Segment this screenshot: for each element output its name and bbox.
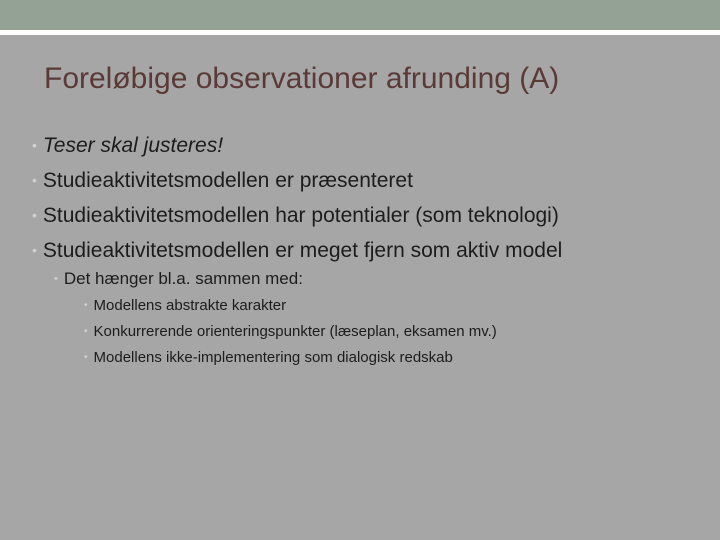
bullet-text: Konkurrerende orienteringspunkter (læseplan, eksamen mv.) — [93, 323, 497, 340]
header-band — [0, 0, 720, 30]
bullet-item — [32, 235, 700, 270]
sub-sub-bullet-item — [32, 346, 700, 372]
bullet-text: Studieaktivitetsmodellen har potentialer (som teknologi) — [42, 204, 559, 227]
sub-sub-bullet-item — [32, 320, 700, 346]
bullet-text: Studieaktivitetsmodellen er meget fjern som aktiv model — [42, 239, 563, 262]
sub-sub-bullet-item — [32, 294, 700, 320]
bullet-item — [32, 130, 700, 165]
bullet-icon: • — [32, 137, 37, 153]
bullet-text: Teser skal justeres! — [42, 134, 224, 157]
bullet-text: Det hænger bl.a. sammen med: — [63, 269, 303, 288]
bullet-icon: • — [84, 352, 88, 363]
bullet-icon: • — [32, 207, 37, 223]
bullet-list — [32, 130, 700, 372]
slide-title: Foreløbige observationer afrunding (A) — [44, 62, 560, 95]
bullet-icon: • — [84, 326, 88, 337]
bullet-text: Modellens ikke-implementering som dialogisk redskab — [93, 349, 453, 366]
header-divider — [0, 30, 720, 35]
bullet-icon: • — [32, 172, 37, 188]
bullet-text: Modellens abstrakte karakter — [93, 297, 287, 314]
bullet-icon: • — [54, 273, 58, 285]
sub-bullet-item — [32, 266, 700, 294]
bullet-item — [32, 165, 700, 200]
bullet-icon: • — [32, 242, 37, 258]
bullet-text: Studieaktivitetsmodellen er præsenteret — [42, 169, 413, 192]
bullet-icon: • — [84, 300, 88, 311]
bullet-item — [32, 200, 700, 235]
